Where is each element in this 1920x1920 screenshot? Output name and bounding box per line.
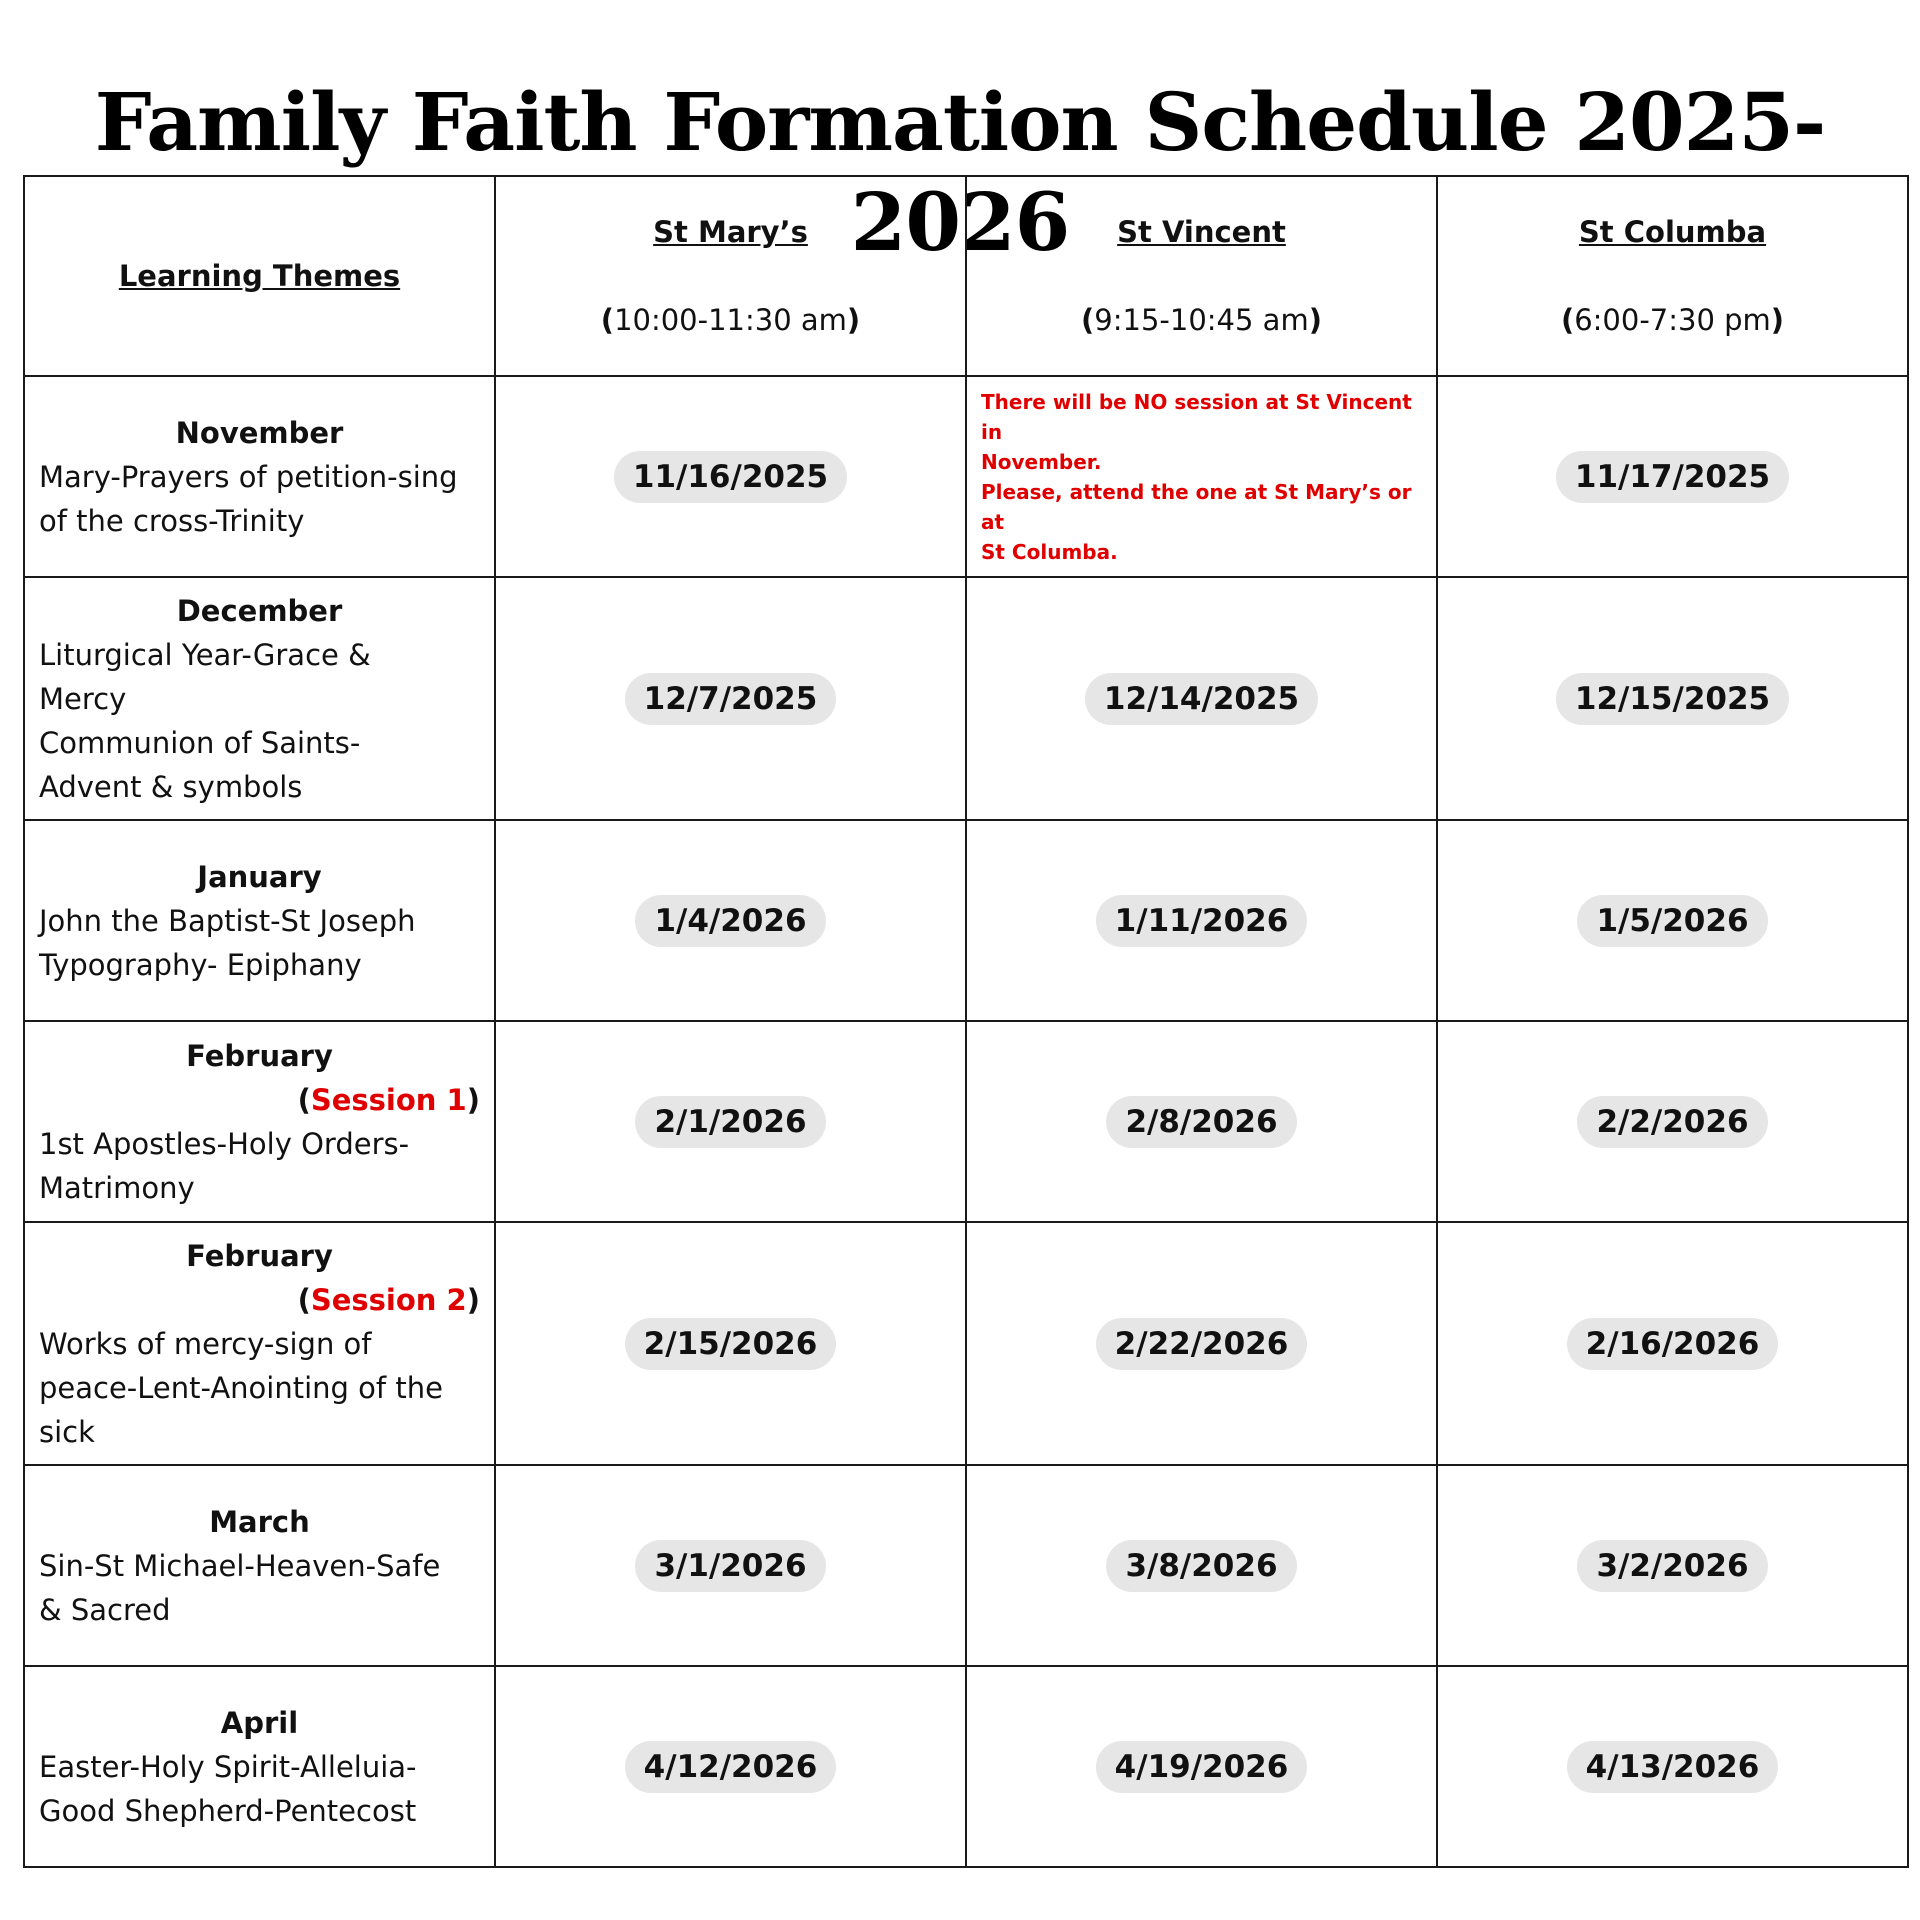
date-badge: 2/22/2026 xyxy=(1096,1318,1308,1370)
table-row xyxy=(24,1666,1908,1867)
date-badge: 1/5/2026 xyxy=(1577,895,1767,947)
table-row xyxy=(24,1021,1908,1222)
month-label: January xyxy=(197,859,322,894)
date-cell xyxy=(966,820,1437,1021)
theme-cell xyxy=(24,820,495,1021)
date-badge: 3/1/2026 xyxy=(635,1540,825,1592)
date-cell xyxy=(1437,577,1908,820)
theme-cell xyxy=(24,376,495,577)
date-cell xyxy=(1437,1465,1908,1666)
date-cell xyxy=(495,1465,966,1666)
date-cell xyxy=(1437,820,1908,1021)
theme-text: Works of mercy-sign of peace-Lent-Anointing of the sick xyxy=(39,1326,443,1449)
date-badge: 11/16/2025 xyxy=(614,451,847,503)
location-time: 6:00-7:30 pm xyxy=(1574,303,1771,337)
date-cell xyxy=(1437,1021,1908,1222)
date-cell xyxy=(495,577,966,820)
month-label: February xyxy=(186,1238,333,1273)
location-time: 9:15-10:45 am xyxy=(1094,303,1309,337)
location-name: St Columba xyxy=(1578,215,1767,249)
date-badge: 3/2/2026 xyxy=(1577,1540,1767,1592)
theme-text: 1st Apostles-Holy Orders- Matrimony xyxy=(39,1126,410,1205)
date-badge: 11/17/2025 xyxy=(1556,451,1789,503)
learning-themes-label: Learning Themes xyxy=(118,259,401,293)
theme-text: John the Baptist-St Joseph Typography- Epiphany xyxy=(39,903,416,982)
date-badge: 12/15/2025 xyxy=(1556,673,1789,725)
location-name: St Vincent xyxy=(1117,215,1286,249)
date-cell xyxy=(966,376,1437,577)
date-badge: 1/11/2026 xyxy=(1096,895,1308,947)
date-badge: 2/2/2026 xyxy=(1577,1096,1767,1148)
month-label: April xyxy=(220,1705,299,1740)
month-label: November xyxy=(175,415,344,450)
date-cell xyxy=(495,1666,966,1867)
month-label: February xyxy=(186,1038,333,1073)
date-badge: 12/14/2025 xyxy=(1085,673,1318,725)
theme-cell xyxy=(24,1465,495,1666)
theme-text: Mary-Prayers of petition-sing of the cross-Trinity xyxy=(39,459,458,538)
session-label: (Session 2) xyxy=(297,1282,480,1317)
date-cell xyxy=(495,376,966,577)
date-badge: 12/7/2025 xyxy=(625,673,837,725)
date-badge: 4/19/2026 xyxy=(1096,1741,1308,1793)
header-st-marys: St Mary’s (10:00-11:30 am) xyxy=(495,176,966,376)
date-badge: 2/1/2026 xyxy=(635,1096,825,1148)
date-cell xyxy=(495,820,966,1021)
schedule-table xyxy=(23,175,1909,1868)
date-cell xyxy=(1437,1666,1908,1867)
theme-text: Easter-Holy Spirit-Alleluia- Good Shepherd-Pentecost xyxy=(39,1749,417,1828)
date-cell xyxy=(495,1222,966,1465)
table-row xyxy=(24,820,1908,1021)
theme-text: Sin-St Michael-Heaven-Safe & Sacred xyxy=(39,1548,441,1627)
date-cell xyxy=(1437,376,1908,577)
date-cell xyxy=(966,577,1437,820)
theme-cell xyxy=(24,1222,495,1465)
header-row xyxy=(24,176,1908,376)
date-badge: 2/16/2026 xyxy=(1567,1318,1779,1370)
date-cell xyxy=(966,1021,1437,1222)
location-time: 10:00-11:30 am xyxy=(614,303,847,337)
date-badge: 4/13/2026 xyxy=(1567,1741,1779,1793)
date-badge: 2/15/2026 xyxy=(625,1318,837,1370)
table-row xyxy=(24,1222,1908,1465)
table-row xyxy=(24,376,1908,577)
theme-cell xyxy=(24,1021,495,1222)
date-cell xyxy=(495,1021,966,1222)
theme-cell xyxy=(24,1666,495,1867)
month-label: March xyxy=(209,1504,310,1539)
header-learning-themes xyxy=(24,176,495,376)
session-label: (Session 1) xyxy=(297,1082,480,1117)
header-st-columba: St Columba (6:00-7:30 pm) xyxy=(1437,176,1908,376)
theme-cell xyxy=(24,577,495,820)
page-title: Family Faith Formation Schedule 2025-2026 xyxy=(94,75,1826,269)
no-session-note: There will be NO session at St Vincent in November. Please, attend the one at St Mary’s or at St Columba. xyxy=(981,389,1412,564)
table-row xyxy=(24,1465,1908,1666)
date-cell xyxy=(966,1465,1437,1666)
date-badge: 3/8/2026 xyxy=(1106,1540,1296,1592)
date-cell xyxy=(966,1222,1437,1465)
date-badge: 1/4/2026 xyxy=(635,895,825,947)
header-st-vincent: St Vincent (9:15-10:45 am) xyxy=(966,176,1437,376)
date-cell xyxy=(1437,1222,1908,1465)
location-name: St Mary’s xyxy=(653,215,808,249)
date-cell xyxy=(966,1666,1437,1867)
date-badge: 2/8/2026 xyxy=(1106,1096,1296,1148)
table-row xyxy=(24,577,1908,820)
theme-text: Liturgical Year-Grace & Mercy Communion of Saints- Advent & symbols xyxy=(39,637,371,804)
month-label: December xyxy=(176,593,343,628)
date-badge: 4/12/2026 xyxy=(625,1741,837,1793)
